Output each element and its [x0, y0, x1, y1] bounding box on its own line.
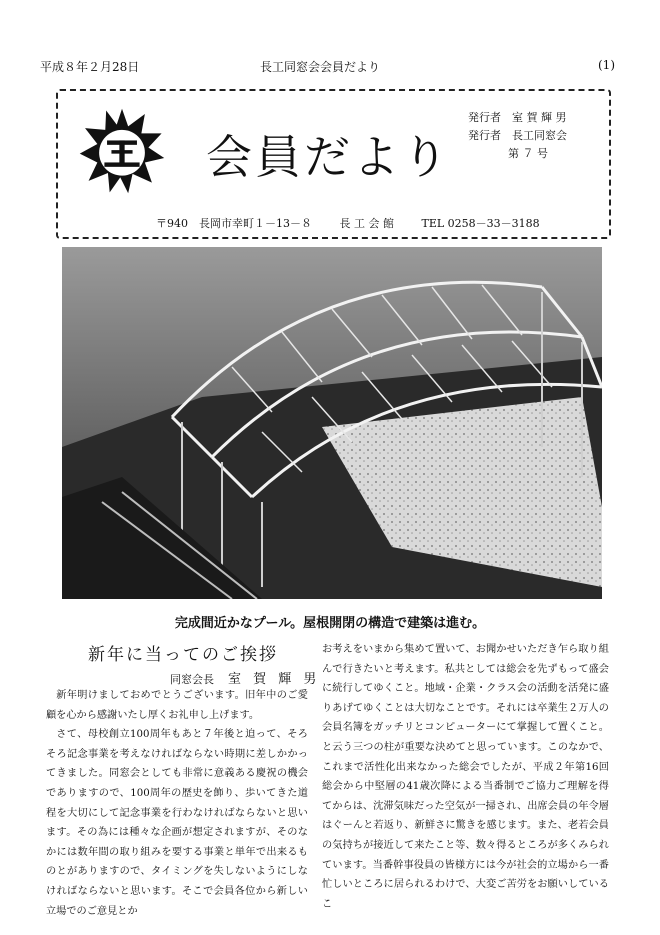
masthead-title: 会員だより — [206, 130, 451, 184]
school-emblem-icon — [78, 107, 166, 195]
photo-caption: 完成間近かなプール。屋根開閉の構造で建築は進む。 — [174, 616, 486, 631]
publisher-person: 発行者 室 賀 輝 男 — [468, 111, 567, 124]
address-line — [156, 215, 564, 231]
author-name: 室 賀 輝 男 — [228, 672, 321, 687]
construction-photo — [62, 247, 602, 599]
article-headline: 新年に当ってのご挨拶 — [88, 645, 278, 665]
publisher-info — [468, 109, 567, 163]
running-header — [40, 58, 615, 78]
article-paragraph: さて、母校創立100周年もあと７年後と迫って、そろそろ記念事業を考えなければならない時期に差しかかってきました。同窓会としても非常に意義ある慶祝の機会でありますので、100周年の歴史を飾り、歩いてきた道程を大切にして記念事業を行わなければならないと思います。その為には種々な企画が想定されますが、そのなかには数年間の取り組みを要する事業と単年で出来るものとがありますので、タイミングを失しないようにしなければならないと思います。そこで会員各位から新しい立場でのご意見とか — [46, 729, 308, 917]
article-column-left — [46, 686, 308, 921]
issue-number: 第 ７ 号 — [508, 147, 548, 160]
postal-address: 〒940 長岡市幸町１－13－８ — [156, 217, 312, 230]
issue-date: 平成８年２月28日 — [40, 60, 140, 74]
newsletter-name: 長工同窓会会員だより — [260, 60, 381, 74]
article-paragraph: 新年明けましておめでとうございます。旧年中のご愛顧を心から感謝いたし厚くお礼申し上げます。 — [46, 690, 308, 721]
article-paragraph: お考えをいまから集めて置いて、お聞かせいただき乍ら取り組んで行きたいと考えます。私共としては総会を先ずもって盛会に続行してゆくこと。地域・企業・クラス会の活動を活発に盛りあげてゆくことは大切なことです。それには卒業生２万人の会員名簿をガッチリとコンピューターにて掌握して置くこと。と云う三つの柱が重要な決めてと思っています。このなかで、これまで活性化出来なかった総会でしたが、平成２年第16回総会から中堅層の41歳次降による当番制でご協力ご理解を得てからは、沈滞気味だった空気が一掃され、出席会員の年令層はぐーんと若返り、新鮮さに驚きを感じます。また、老若会員の気持ちが接近して来たこと等、数々得るところが多くみられています。当番幹事役員の皆様方には今が社会的立場から一番忙しいところに居られるわけで、大変ご苦労をお願いしているこ — [322, 644, 609, 910]
page-number: (1) — [598, 58, 615, 72]
masthead — [56, 89, 611, 239]
office-name: 長 工 会 館 — [339, 217, 394, 230]
article-column-right — [322, 640, 609, 914]
article-byline — [170, 668, 320, 687]
author-role: 同窓会長 — [170, 673, 214, 686]
publisher-org: 発行者 長工同窓会 — [468, 129, 567, 142]
phone-number: TEL 0258－33－3188 — [421, 217, 540, 230]
